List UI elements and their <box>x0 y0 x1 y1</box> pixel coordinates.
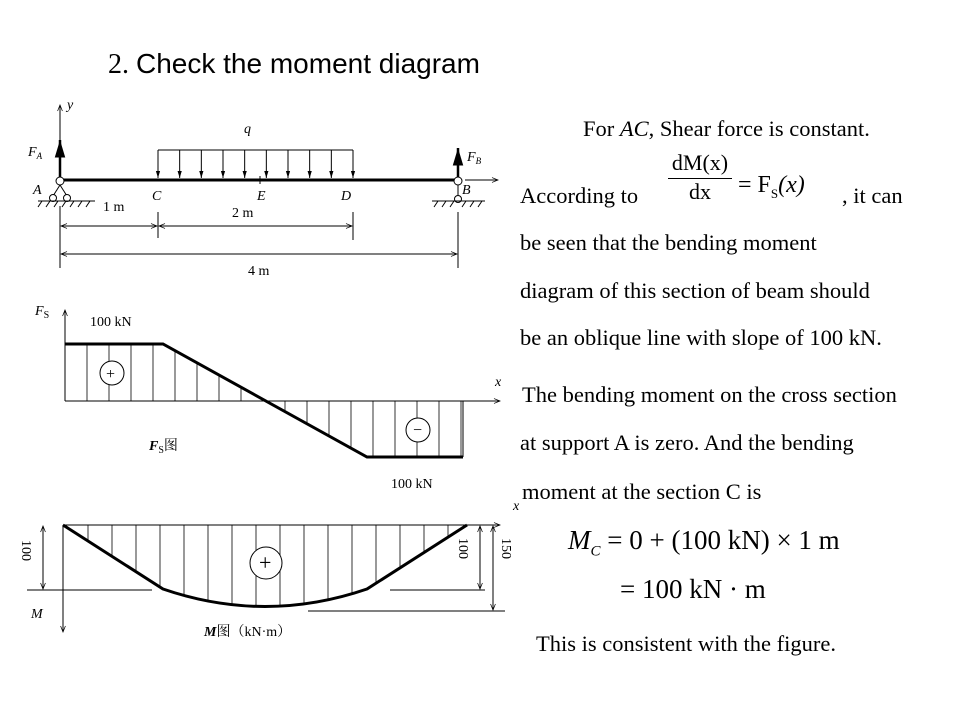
moment-right-dim-100: 100 <box>455 538 470 559</box>
shear-minus: − <box>413 422 423 439</box>
derivative-fraction <box>668 150 732 205</box>
point-e: E <box>257 189 266 204</box>
y-label: y <box>67 98 74 113</box>
text-line-5: be an oblique line with slope of 100 kN. <box>520 325 882 350</box>
shear-caption: $F_S$图 <box>149 439 178 456</box>
text-line-4: diagram of this section of beam should <box>520 278 870 303</box>
shear-top-value: 100 kN <box>90 315 132 330</box>
shear-diagram <box>65 310 500 457</box>
shear-bottom-value: 100 kN <box>391 477 433 492</box>
text-line-8: moment at the section C is <box>522 479 762 504</box>
title-number: 2. <box>108 49 129 80</box>
moment-left-dim: 100 <box>18 540 33 561</box>
moment-labels <box>18 499 520 640</box>
beam-diagram <box>38 105 498 268</box>
moment-diagram <box>27 525 505 632</box>
beam-labels <box>27 98 482 204</box>
fraction-numerator: dM(x) <box>668 150 732 179</box>
moment-x-label: x <box>513 499 520 514</box>
moment-caption: M图（kN·m） <box>204 625 292 640</box>
moment-right-dim-150: 150 <box>498 538 513 559</box>
equation-rhs: = $F_S(x)$ <box>738 172 805 201</box>
moment-plus: + <box>259 550 272 575</box>
text-line-3: be seen that the bending moment <box>520 230 817 255</box>
shear-x-label: x <box>495 375 502 390</box>
shear-plus: + <box>106 366 116 383</box>
point-d: D <box>341 189 352 204</box>
point-a: A <box>33 183 42 198</box>
mc-equation-2: = 100 kN · m <box>620 574 766 604</box>
dimension-lines <box>60 206 458 268</box>
fb-label: $F_B$ <box>467 150 482 166</box>
text-final: This is consistent with the figure. <box>536 631 836 656</box>
text-line-7: at support A is zero. And the bending <box>520 430 854 455</box>
moment-axis-label: M <box>31 607 43 622</box>
text-it-can: , it can <box>842 183 903 208</box>
text-according: According to <box>520 183 639 208</box>
point-b: B <box>462 183 471 198</box>
text-line-1: For AC, Shear force is constant. <box>583 116 870 141</box>
mc-equation: $M_C = 0 + (100$ kN) × 1 m <box>568 525 840 560</box>
shear-labels <box>34 304 502 492</box>
fa-label: $F_A$ <box>28 145 43 161</box>
fraction-denominator: dx <box>689 179 711 204</box>
dimension-labels <box>103 200 270 279</box>
text-line-6: The bending moment on the cross section <box>522 382 897 407</box>
q-label: q <box>244 122 251 137</box>
shear-axis-label: $F_S$ <box>35 304 50 321</box>
title-text: Check the moment diagram <box>136 48 480 79</box>
dim-ac: 1 m <box>103 200 125 215</box>
dim-cd: 2 m <box>232 206 254 221</box>
distributed-load <box>158 150 353 178</box>
point-c: C <box>152 189 162 204</box>
dim-ab: 4 m <box>248 264 270 279</box>
